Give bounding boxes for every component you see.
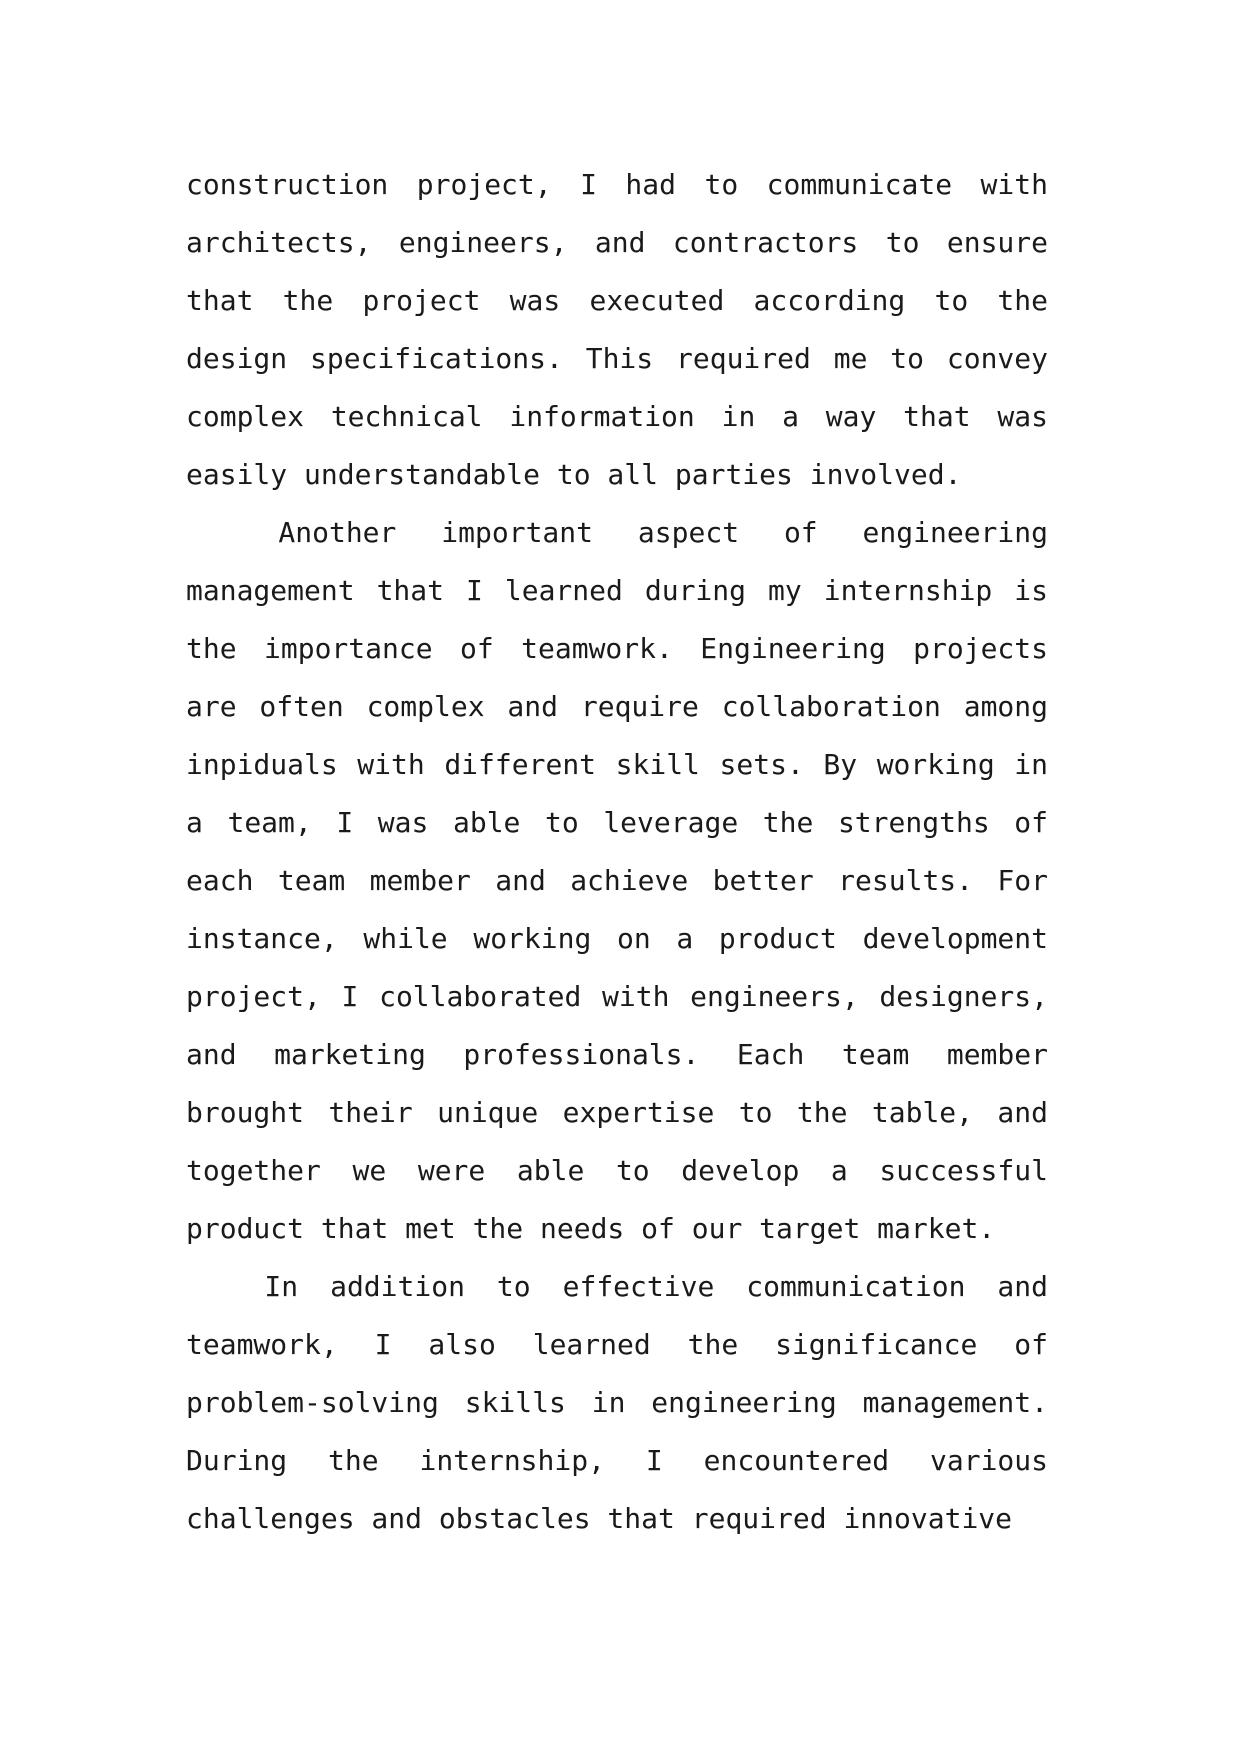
paragraph-3: In addition to effective communication and teamwork, I also learned the significance of problem-solving skills in engineering management. During the internship, I encountered various challenges and obstacles that required innovative xyxy=(186,1270,1048,1535)
body-text xyxy=(186,156,1048,1548)
paragraph-1: construction project, I had to communicate with architects, engineers, and contractors to ensure that the project was executed according to the design specifications. This required me to convey complex technical information in a way that was easily understandable to all parties involved. xyxy=(186,168,1048,491)
paragraph-2: Another important aspect of engineering management that I learned during my internship is the importance of teamwork. Engineering projects are often complex and require collaboration among inpiduals with different skill sets. By working in a team, I was able to leverage the strengths of each team member and achieve better results. For instance, while working on a product development project, I collaborated with engineers, designers, and marketing professionals. Each team member brought their unique expertise to the table, and together we were able to develop a successful product that met the needs of our target market. xyxy=(186,516,1048,1245)
